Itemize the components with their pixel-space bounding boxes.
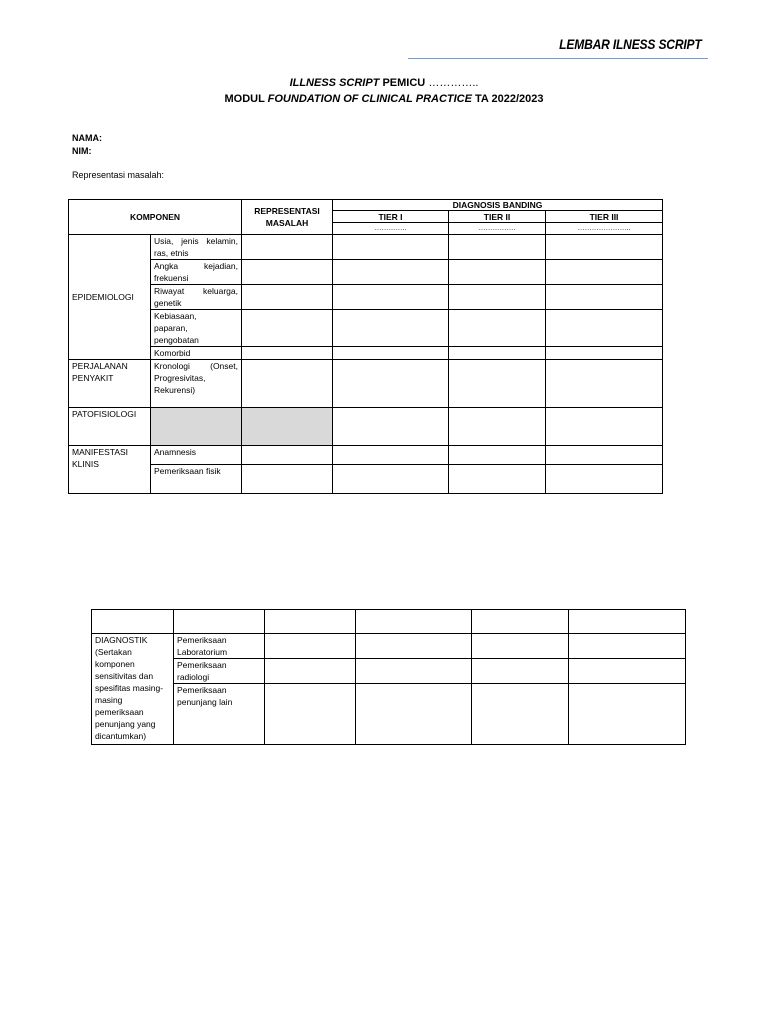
blank-header-cell <box>472 610 569 634</box>
epi-item-usia: Usia, jenis kelamin, ras, etnis <box>151 235 242 260</box>
cell-tier-3[interactable] <box>569 634 686 659</box>
doc-title-line1 <box>0 77 768 89</box>
cell-tier-2[interactable] <box>449 285 546 310</box>
cell-tier-3[interactable] <box>569 659 686 684</box>
epi-item-komorbid: Komorbid <box>151 347 242 360</box>
tier-3-name-field[interactable]: ………………….. <box>546 223 663 235</box>
epi-item-riwayat-keluarga: Riwayat keluarga, genetik <box>151 285 242 310</box>
item-pemeriksaan-penunjang-lain: Pemeriksaan penunjang lain <box>174 684 265 745</box>
cell-tier-1[interactable] <box>356 634 472 659</box>
diagnostik-table <box>91 609 686 745</box>
epi-item-kebiasaan: Kebiasaan, paparan, pengobatan <box>151 310 242 347</box>
nama-label: NAMA: <box>72 133 102 143</box>
cell-representasi[interactable] <box>242 347 333 360</box>
blank-header-cell <box>92 610 174 634</box>
header-komponen: KOMPONEN <box>69 200 242 235</box>
cell-tier-1[interactable] <box>333 360 449 408</box>
tier-2-name-field[interactable]: ……………. <box>449 223 546 235</box>
header-representasi: REPRESENTASI MASALAH <box>242 200 333 235</box>
row-perjalanan-penyakit: PERJALANAN PENYAKIT <box>69 360 151 408</box>
header-tier-2: TIER II <box>449 211 546 223</box>
cell-representasi[interactable] <box>265 659 356 684</box>
cell-tier-1[interactable] <box>333 285 449 310</box>
title-dots: ………….. <box>428 77 479 89</box>
cell-tier-1[interactable] <box>333 446 449 465</box>
cell-representasi[interactable] <box>242 465 333 494</box>
title-rest: PEMICU <box>379 77 429 89</box>
nim-label: NIM: <box>72 146 92 156</box>
item-pemeriksaan-laboratorium: Pemeriksaan Laboratorium <box>174 634 265 659</box>
title2-b: TA 2022/2023 <box>471 93 544 105</box>
cell-tier-1[interactable] <box>356 684 472 745</box>
row-epidemiologi: EPIDEMIOLOGI <box>69 235 151 360</box>
header-tier-3: TIER III <box>546 211 663 223</box>
item-pemeriksaan-radiologi: Pemeriksaan radiologi <box>174 659 265 684</box>
representasi-label: Representasi masalah: <box>72 170 165 180</box>
doc-title-line2 <box>0 93 768 105</box>
title-italic: ILLNESS SCRIPT <box>289 77 380 89</box>
blank-header-cell <box>569 610 686 634</box>
cell-representasi[interactable] <box>242 360 333 408</box>
title2-a: MODUL <box>224 93 268 105</box>
cell-tier-3[interactable] <box>546 310 663 347</box>
cell-tier-2[interactable] <box>449 408 546 446</box>
row-patofisiologi: PATOFISIOLOGI <box>69 408 151 446</box>
cell-tier-2[interactable] <box>449 310 546 347</box>
cell-tier-2[interactable] <box>449 465 546 494</box>
cell-representasi[interactable] <box>242 285 333 310</box>
item-anamnesis: Anamnesis <box>151 446 242 465</box>
cell-shaded <box>151 408 242 446</box>
item-kronologi: Kronologi (Onset, Progresivitas, Rekurensi) <box>151 360 242 408</box>
cell-tier-2[interactable] <box>449 347 546 360</box>
cell-tier-3[interactable] <box>546 465 663 494</box>
tier-1-name-field[interactable]: ………….. <box>333 223 449 235</box>
cell-representasi[interactable] <box>242 446 333 465</box>
header-divider <box>408 58 708 59</box>
cell-tier-2[interactable] <box>472 684 569 745</box>
cell-tier-2[interactable] <box>472 634 569 659</box>
blank-header-cell <box>174 610 265 634</box>
cell-tier-3[interactable] <box>546 408 663 446</box>
cell-tier-2[interactable] <box>472 659 569 684</box>
blank-header-cell <box>356 610 472 634</box>
cell-tier-3[interactable] <box>569 684 686 745</box>
cell-representasi[interactable] <box>265 684 356 745</box>
cell-tier-3[interactable] <box>546 260 663 285</box>
cell-tier-3[interactable] <box>546 285 663 310</box>
cell-representasi[interactable] <box>265 634 356 659</box>
item-pemeriksaan-fisik: Pemeriksaan fisik <box>151 465 242 494</box>
title2-italic: FOUNDATION OF CLINICAL PRACTICE <box>267 93 472 105</box>
row-diagnostik: DIAGNOSTIK (Sertakan komponen sensitivitas dan spesifitas masing-masing pemeriksaan penunjang yang dicantumkan) <box>92 634 174 745</box>
illness-script-table <box>68 199 663 494</box>
cell-tier-3[interactable] <box>546 446 663 465</box>
cell-tier-1[interactable] <box>333 465 449 494</box>
blank-header-cell <box>265 610 356 634</box>
cell-tier-3[interactable] <box>546 235 663 260</box>
cell-tier-1[interactable] <box>333 347 449 360</box>
cell-tier-1[interactable] <box>333 408 449 446</box>
header-diagnosis-banding: DIAGNOSIS BANDING <box>333 200 663 211</box>
cell-tier-3[interactable] <box>546 347 663 360</box>
epi-item-angka-kejadian: Angka kejadian, frekuensi <box>151 260 242 285</box>
cell-tier-1[interactable] <box>333 235 449 260</box>
cell-tier-2[interactable] <box>449 235 546 260</box>
header-title: LEMBAR ILNESS SCRIPT <box>559 36 702 52</box>
cell-tier-1[interactable] <box>333 310 449 347</box>
header-tier-1: TIER I <box>333 211 449 223</box>
cell-tier-2[interactable] <box>449 360 546 408</box>
cell-representasi[interactable] <box>242 310 333 347</box>
cell-tier-2[interactable] <box>449 446 546 465</box>
cell-tier-2[interactable] <box>449 260 546 285</box>
cell-representasi[interactable] <box>242 235 333 260</box>
cell-shaded <box>242 408 333 446</box>
cell-representasi[interactable] <box>242 260 333 285</box>
row-manifestasi-klinis: MANIFESTASI KLINIS <box>69 446 151 494</box>
cell-tier-3[interactable] <box>546 360 663 408</box>
cell-tier-1[interactable] <box>333 260 449 285</box>
cell-tier-1[interactable] <box>356 659 472 684</box>
